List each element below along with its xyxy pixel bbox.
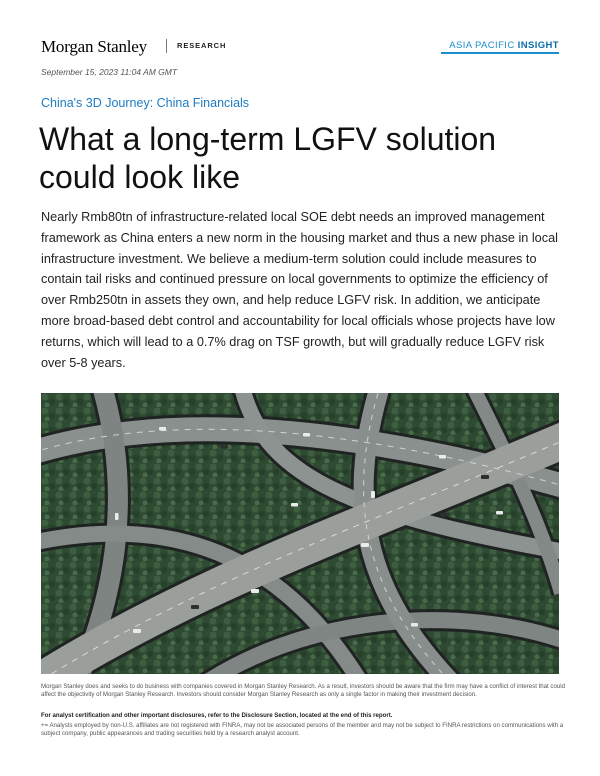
morgan-stanley-logo: Morgan Stanley <box>41 37 147 56</box>
finra-disclosure: += Analysts employed by non-U.S. affiliates are not registered with FINRA, may not be associated persons of the member and may not be subject to FINRA restrictions on communications with a subject company, public appearances and trading securities held by a research analyst account. <box>41 722 564 737</box>
report-summary: Nearly Rmb80tn of infrastructure-related local SOE debt needs an improved management framework as China enters a new norm in the housing market and thus a new phase in local infrastructure investment. We believe a medium-term solution could include measures to contain tail risks and continued pressure on local governments to optimize the efficiency of over Rmb250tn in assets they own, and help reduce LGFV risk. In addition, we anticipate more broad-based debt control and accountability for local officials whose projects have low returns, which will lead to a 0.7% drag on TSF growth, but will gradually reduce LGFV risk over 5-8 years. <box>41 210 558 370</box>
insight-suffix: INSIGHT <box>517 40 559 51</box>
report-title: What a long-term LGFV solution could look like <box>39 121 497 195</box>
highway-interchange-photo <box>41 393 559 674</box>
research-label: RESEARCH <box>177 41 227 50</box>
insight-prefix: ASIA PACIFIC <box>449 40 515 51</box>
highway-aerial-illustration <box>41 393 559 674</box>
conflict-disclosure: Morgan Stanley does and seeks to do business with companies covered in Morgan Stanley Research. As a result, investors should be aware that the firm may have a conflict of interest that could affect the objectivity of Morgan Stanley Research. Investors should consider Morgan Stanley Research as only a single factor in making their investment decision. <box>41 683 566 698</box>
header-divider <box>166 39 167 53</box>
insight-underline <box>441 52 559 54</box>
analyst-certification-note: For analyst certification and other important disclosures, refer to the Disclosure Section, located at the end of this report. <box>41 712 393 719</box>
series-title: China's 3D Journey: China Financials <box>41 96 250 110</box>
asia-pacific-insight-label <box>449 40 559 51</box>
publish-date: September 15, 2023 11:04 AM GMT <box>41 67 178 77</box>
